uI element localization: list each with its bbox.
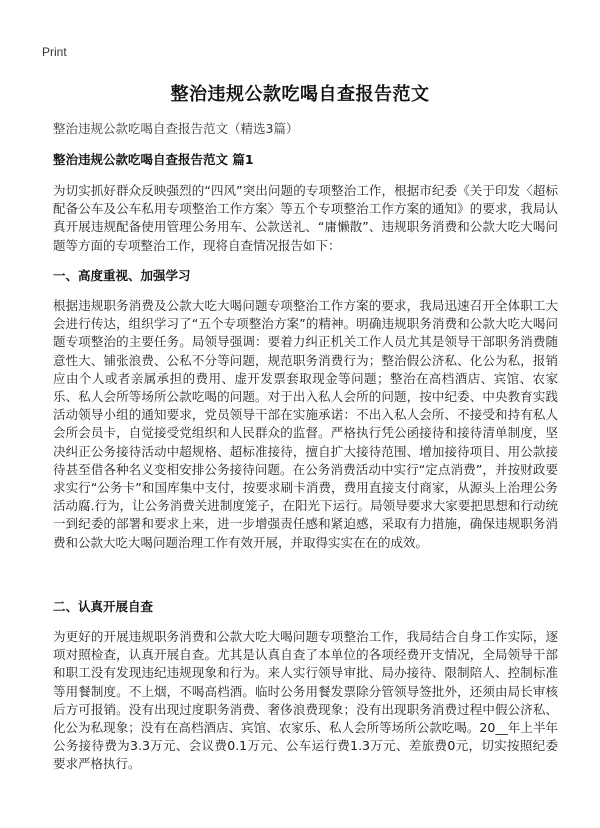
- intro-paragraph: 为切实抓好群众反映强烈的“四风”突出问题的专项整治工作，根据市纪委《关于印发〈超标配备公车及公车私用专项整治工作方案〉等五个专项整治工作方案的通知》的要求，我局认真开展违规配备使用管理公务用车、公款送礼、“庸懒散”、违规职务消费和公款大吃大喝问题等方面的专项整治工作，现将自查情况报告如下：: [53, 183, 558, 253]
- document-title: 整治违规公款吃喝自查报告范文: [170, 84, 430, 105]
- document-subtitle: 整治违规公款吃喝自查报告范文（精选3篇）: [53, 121, 299, 136]
- article-title: 整治违规公款吃喝自查报告范文 篇1: [53, 152, 254, 167]
- print-link[interactable]: Print: [42, 45, 67, 59]
- section-body-1: 根据违规职务消费及公款大吃大喝问题专项整治工作方案的要求，我局迅速召开全体职工大会进行传达，组织学习了“五个专项整治方案”的精神。明确违规职务消费和公款大吃大喝问题专项整治的主要任务。局领导强调：要着力纠正机关工作人员尤其是领导干部职务消费随意性大、铺张浪费、公私不分等问题，规范职务消费行为；整治假公济私、化公为私，报销应由个人或者亲属承担的费用、虚开发票套取现金等问题；整治在高档酒店、宾馆、农家乐、私人会所等场所公款吃喝的问题。对于出入私人会所的问题，按中纪委、中央教育实践活动领导小组的通知要求，党员领导干部在实施承诺：不出入私人会所、不接受和持有私人会所会员卡，自觉接受党组织和人民群众的监督。严格执行凭公函接待和接待清单制度，坚决纠正公务接待活动中超规格、超标准接待，擅自扩大接待范围、增加接待项目、用公款接待甚至借各种名义变相安排公务接待问题。在公务消费活动中实行“定点消费”，并按财政要求实行“公务卡”和国库集中支付，按要求刷卡消费，费用直接支付商家，从源头上治理公务活动腐.行为，让公务消费关进制度笼子，在阳光下运行。局领导要求大家要把思想和行动统一到纪委的部署和要求上来，进一步增强责任感和紧迫感，采取有力措施，确保违规职务消费和公款大吃大喝问题治理工作有效开展，并取得实实在在的成效。: [53, 298, 558, 550]
- section-heading-1: 一、高度重视、加强学习: [53, 268, 191, 283]
- section-body-2: 为更好的开展违规职务消费和公款大吃大喝问题专项整治工作，我局结合自身工作实际，逐项对照检查，认真开展自查。尤其是认真自查了本单位的各项经费开支情况，全局领导干部和职工没有发现违纪违规现象和行为。来人实行领导审批、局办接待、限制陪人、控制标准等用餐制度。不上烟，不喝高档酒。临时公务用餐发票除分管领导签批外，还须由局长审核后方可报销。没有出现过度职务消费、奢侈浪费现象；没有出现职务消费过程中假公济私、化公为私现象；没有在高档酒店、宾馆、农家乐、私人会所等场所公款吃喝。20__年上半年公务接待费为3.3万元、会议费0.1万元、公车运行费1.3万元、差旅费0元，切实按照纪委要求严格执行。: [53, 629, 558, 772]
- section-heading-2: 二、认真开展自查: [53, 599, 154, 614]
